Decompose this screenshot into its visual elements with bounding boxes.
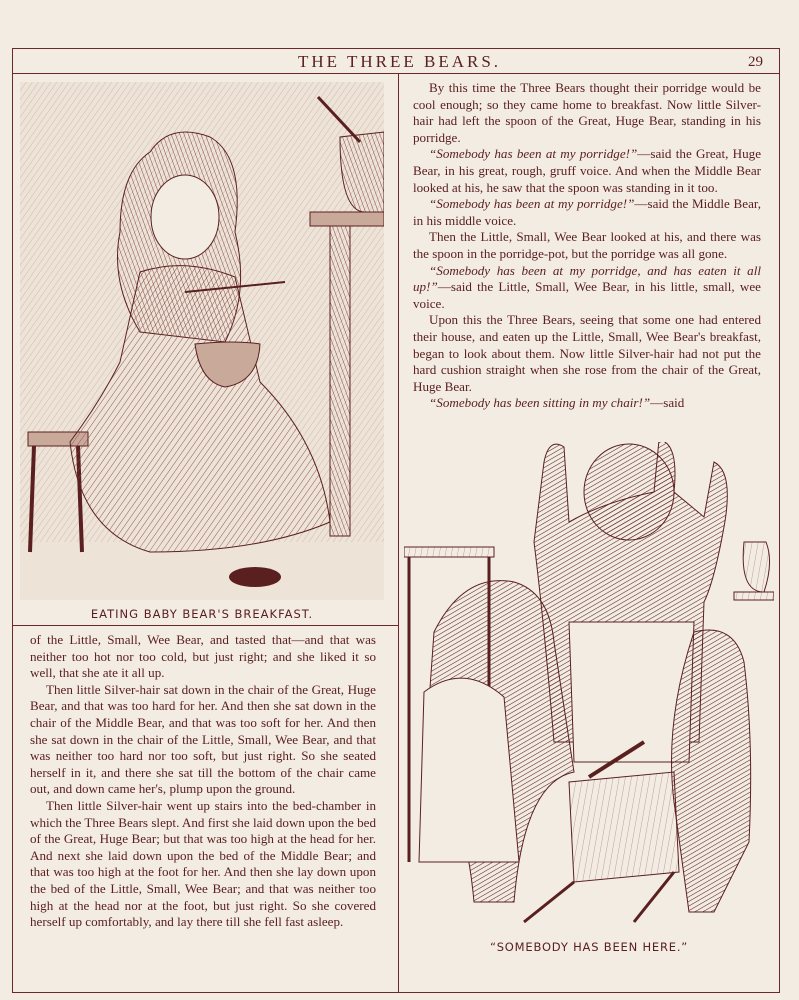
narration: —said the Great, Huge Bear, in his great, rough, gruff voice. And when the Middle Bear looked at his, he saw that the spoon was standing in it too.: [413, 146, 762, 195]
page-number: 29: [748, 54, 763, 70]
illustration-three-bears: [404, 442, 774, 935]
quote: “Somebody has been at my porridge!”: [429, 146, 638, 162]
running-head: THE THREE BEARS.: [297, 52, 502, 71]
quote: “Somebody has been at my porridge!”: [429, 196, 635, 212]
right-column-text: [413, 80, 761, 412]
illustration-girl-eating: [20, 82, 384, 600]
paragraph: [413, 146, 761, 196]
quote: “Somebody has been sitting in my chair!”: [429, 395, 651, 411]
caption-right: “SOMEBODY HAS BEEN HERE.”: [489, 940, 689, 954]
left-column-text: [30, 632, 376, 931]
header-underline: [12, 73, 780, 74]
narration: —said the Middle Bear, in his middle voice.: [413, 196, 761, 228]
column-divider: [398, 73, 399, 993]
narration: —said: [650, 395, 685, 411]
paragraph: Upon this the Three Bears, seeing that some one had entered their house, and eaten up the Little, Small, Wee Bear's breakfast, began to look about them. Now little Silver-hair had not put the hard cushion straight when she rose from the chair of the Great, Huge Bear.: [413, 312, 761, 394]
left-caption-rule: [12, 625, 398, 626]
header-rule: [12, 48, 780, 49]
paragraph: Then little Silver-hair went up stairs into the bed-chamber in which the Three Bears slept. And first she laid down upon the bed of the Great, Huge Bear; but that was too high at the head for her. And next she laid down upon the bed of the Middle Bear; and that was too high at the foot for her. And then she lay down upon the bed of the Little, Small, Wee Bear; and that was neither too high at the head nor at the foot, but just right. So she covered herself up comfortably, and lay there till she fell fast asleep.: [30, 797, 376, 930]
paragraph: [413, 395, 761, 412]
paragraph: By this time the Three Bears thought their porridge would be cool enough; so they came home to breakfast. Now little Silver-hair had left the spoon of the Great, Huge Bear, standing in his porridge.: [413, 80, 761, 145]
caption-left: EATING BABY BEAR'S BREAKFAST.: [90, 607, 314, 621]
paragraph: of the Little, Small, Wee Bear, and tasted that—and that was neither too hot nor too cold, but just right; and she liked it so well, that she ate it all up.: [30, 632, 376, 681]
quote: “Somebody has been at my porridge, and has eaten it all up!”: [413, 262, 761, 295]
paragraph: [413, 196, 761, 229]
paragraph: [413, 263, 761, 313]
paragraph: Then the Little, Small, Wee Bear looked at his, and there was the spoon in the porridge-pot, but the porridge was all gone.: [413, 229, 761, 261]
paragraph: Then little Silver-hair sat down in the chair of the Great, Huge Bear, and that was too hard for her. And then she sat down in the chair of the Middle Bear, and that was too soft for her. And then she sat down in the chair of the Little, Small, Wee Bear, and that was neither too hard nor too soft, but just right. So she seated herself in it, and there she sat till the bottom of the chair came out, and down came her's, plump upon the ground.: [30, 681, 376, 797]
narration: —said the Little, Small, Wee Bear, in his little, small, wee voice.: [413, 279, 761, 311]
